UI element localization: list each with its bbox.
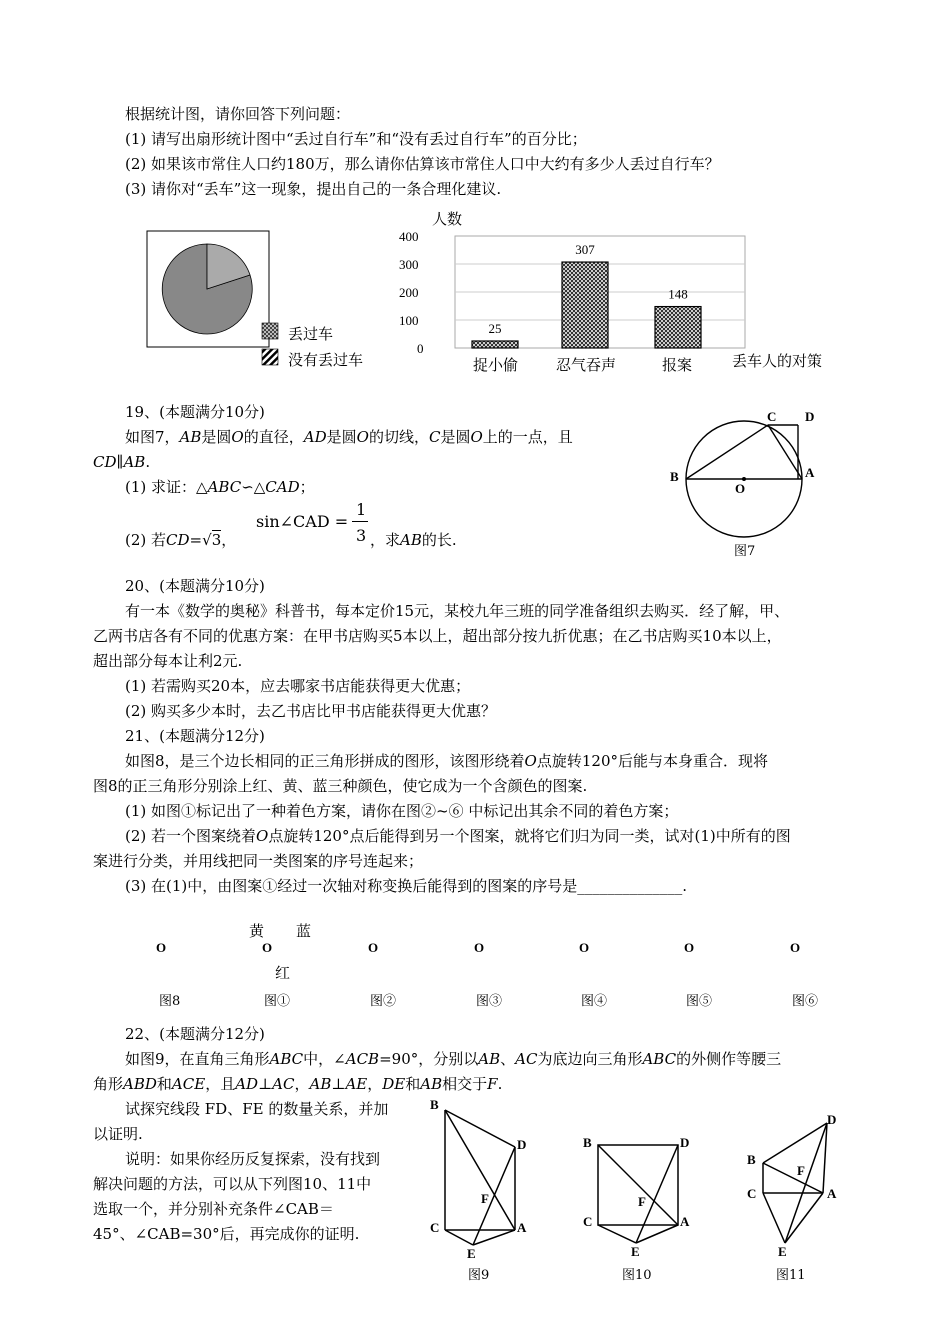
- q20-line3: 超出部分每本让利2元.: [93, 652, 243, 670]
- svg-text:A: A: [827, 1186, 837, 1201]
- y-tick-label: 400: [399, 229, 419, 244]
- q21-line2: 图8的正三角形分别涂上红、黄、蓝三种颜色，使它成为一个含颜色的图案.: [93, 777, 588, 795]
- q19-part1: (1) 求证：△ABC∽△CAD；: [125, 478, 315, 496]
- q20-line1: 有一本《数学的奥秘》科普书，每本定价15元，某校九年三班的同学准备组织去购买．经了解，甲、: [125, 602, 790, 620]
- svg-text:B: B: [583, 1135, 592, 1150]
- q20-title: 20、(本题满分10分): [125, 577, 265, 595]
- figure-8-caption: 图8: [159, 994, 181, 1009]
- q19-frac-bar: [352, 521, 368, 522]
- color-label-blue: 蓝: [296, 922, 312, 940]
- y-axis-label: 人数: [432, 212, 463, 228]
- svg-text:B: B: [670, 469, 679, 484]
- legend-swatch-not-lost: [262, 349, 278, 365]
- svg-text:A: A: [805, 465, 815, 480]
- figure-5-caption: 图⑤: [686, 994, 713, 1009]
- figure-7: [668, 405, 828, 555]
- svg-text:F: F: [797, 1163, 805, 1178]
- svg-text:E: E: [467, 1246, 476, 1260]
- q21-line1: 如图8，是三个边长相同的正三角形拼成的图形，该图形绕着O点旋转120°后能与本身重合．现将: [125, 752, 768, 770]
- q19-part2: (2) 若CD=√3，: [125, 531, 237, 549]
- figure-3-center: O: [474, 940, 485, 955]
- q22-line2: 角形ABD和ACE，且AD⊥AC，AB⊥AE，DE和AB相交于F.: [93, 1075, 503, 1093]
- svg-text:B: B: [747, 1152, 756, 1167]
- figure-9: [425, 1095, 535, 1260]
- svg-text:D: D: [805, 409, 815, 424]
- y-tick-label: 300: [399, 257, 419, 272]
- legend-swatch-lost: [262, 323, 278, 339]
- figure-11: [745, 1108, 845, 1258]
- q22-text2: 以证明.: [93, 1125, 143, 1143]
- bar-value-label: 25: [488, 321, 502, 336]
- q22-text5: 选取一个，并分别补充条件∠CAB＝: [93, 1200, 334, 1218]
- svg-text:A: A: [680, 1214, 690, 1229]
- q21-part2: (2) 若一个图案绕着O点旋转120°点后能得到另一个图案，就将它们归为同一类，试对(1)中所有的图: [125, 827, 791, 845]
- figure-2-center: O: [368, 940, 379, 955]
- q20-part1: (1) 若需购买20本，应去哪家书店能获得更大优惠；: [125, 677, 471, 695]
- bar: [562, 262, 608, 348]
- svg-text:C: C: [583, 1214, 593, 1229]
- svg-text:D: D: [680, 1135, 690, 1150]
- q19-title: 19、(本题满分10分): [125, 403, 265, 421]
- figure-1-caption: 图①: [264, 994, 291, 1009]
- svg-text:O: O: [735, 481, 746, 496]
- category-label: 忍气吞声: [556, 356, 617, 374]
- intro-lead: 根据统计图，请你回答下列问题：: [125, 105, 351, 123]
- q21-part3: (3) 在(1)中，由图案①经过一次轴对称变换后能得到的图案的序号是______________.: [125, 877, 688, 895]
- q20-line2: 乙两书店各有不同的优惠方案：在甲书店购买5本以上，超出部分按九折优惠；在乙书店购买10本以上，: [93, 627, 782, 645]
- y-tick-label: 0: [417, 341, 424, 356]
- figure-4-center: O: [579, 940, 590, 955]
- svg-text:E: E: [778, 1244, 787, 1258]
- q21-part2b: 案进行分类，并用线把同一类图案的序号连起来；: [93, 852, 424, 870]
- legend-label-not-lost: 没有丢过车: [288, 351, 364, 369]
- intro-q2: (2) 如果该市常住人口约180万，那么请你估算该市常住人口中大约有多少人丢过自行车？: [125, 155, 720, 173]
- figure-2-caption: 图②: [370, 994, 397, 1009]
- q22-text4: 解决问题的方法，可以从下列图10、11中: [93, 1175, 372, 1193]
- q19-line2: CD∥AB.: [93, 453, 151, 471]
- y-tick-label: 200: [399, 285, 419, 300]
- q21-title: 21、(本题满分12分): [125, 727, 265, 745]
- q20-part2: (2) 购买多少本时，去乙书店比甲书店能获得更大优惠？: [125, 702, 497, 720]
- color-label-yellow: 黄: [249, 922, 265, 940]
- color-label-red: 红: [275, 964, 291, 982]
- category-label: 捉小偷: [473, 356, 519, 374]
- intro-q1: (1) 请写出扇形统计图中“丢过自行车”和“没有丢过自行车”的百分比；: [125, 130, 587, 148]
- bar: [655, 307, 701, 348]
- figure-3-caption: 图③: [476, 994, 503, 1009]
- figure-10-caption: 图10: [622, 1268, 652, 1283]
- svg-text:D: D: [827, 1112, 837, 1127]
- y-tick-label: 100: [399, 313, 419, 328]
- x-axis-label: 丢车人的对策: [732, 352, 823, 370]
- figure-9-caption: 图9: [468, 1268, 490, 1283]
- figure-7-caption: 图7: [734, 544, 756, 559]
- q22-text1: 试探究线段 FD、FE 的数量关系，并加: [125, 1100, 389, 1118]
- figure-10: [578, 1130, 698, 1260]
- svg-text:A: A: [517, 1220, 527, 1235]
- q19-frac-num: 1: [356, 500, 367, 519]
- legend-label-lost: 丢过车: [288, 325, 334, 343]
- q19-frac-den: 3: [356, 526, 367, 545]
- q19-line1: 如图7，AB是圆O的直径，AD是圆O的切线，C是圆O上的一点，且: [125, 428, 573, 446]
- svg-text:C: C: [767, 409, 777, 424]
- svg-text:F: F: [638, 1194, 646, 1209]
- svg-text:E: E: [631, 1244, 640, 1259]
- bar: [472, 341, 518, 348]
- q22-text6: 45°、∠CAB=30°后，再完成你的证明.: [93, 1225, 360, 1243]
- q22-text3: 说明：如果你经历反复探索，没有找到: [125, 1150, 381, 1168]
- figure-4-caption: 图④: [581, 994, 608, 1009]
- svg-text:F: F: [481, 1191, 489, 1206]
- category-label: 报案: [662, 356, 693, 374]
- q19-part2-end: ，求AB的长.: [370, 531, 457, 549]
- q22-line1: 如图9，在直角三角形ABC中，∠ACB=90°，分别以AB、AC为底边向三角形ABC的外侧作等腰三: [125, 1050, 782, 1068]
- figure-6-caption: 图⑥: [792, 994, 819, 1009]
- q21-part1: (1) 如图①标记出了一种着色方案，请你在图②~⑥ 中标记出其余不同的着色方案；: [125, 802, 679, 820]
- intro-q3: (3) 请你对“丢车”这一现象，提出自己的一条合理化建议.: [125, 180, 502, 198]
- figure-11-caption: 图11: [776, 1268, 806, 1283]
- figure-6-center: O: [790, 940, 801, 955]
- svg-text:C: C: [430, 1220, 440, 1235]
- bar-value-label: 148: [668, 286, 688, 302]
- svg-text:B: B: [430, 1097, 439, 1112]
- q22-title: 22、(本题满分12分): [125, 1025, 265, 1043]
- figure-5-center: O: [684, 940, 695, 955]
- svg-text:D: D: [517, 1137, 527, 1152]
- svg-text:C: C: [747, 1186, 757, 1201]
- figure-8-center: O: [156, 940, 167, 955]
- q19-sin-expr: sin∠CAD =: [256, 512, 349, 531]
- figure-1-center: O: [262, 940, 273, 955]
- bar-value-label: 307: [575, 242, 595, 258]
